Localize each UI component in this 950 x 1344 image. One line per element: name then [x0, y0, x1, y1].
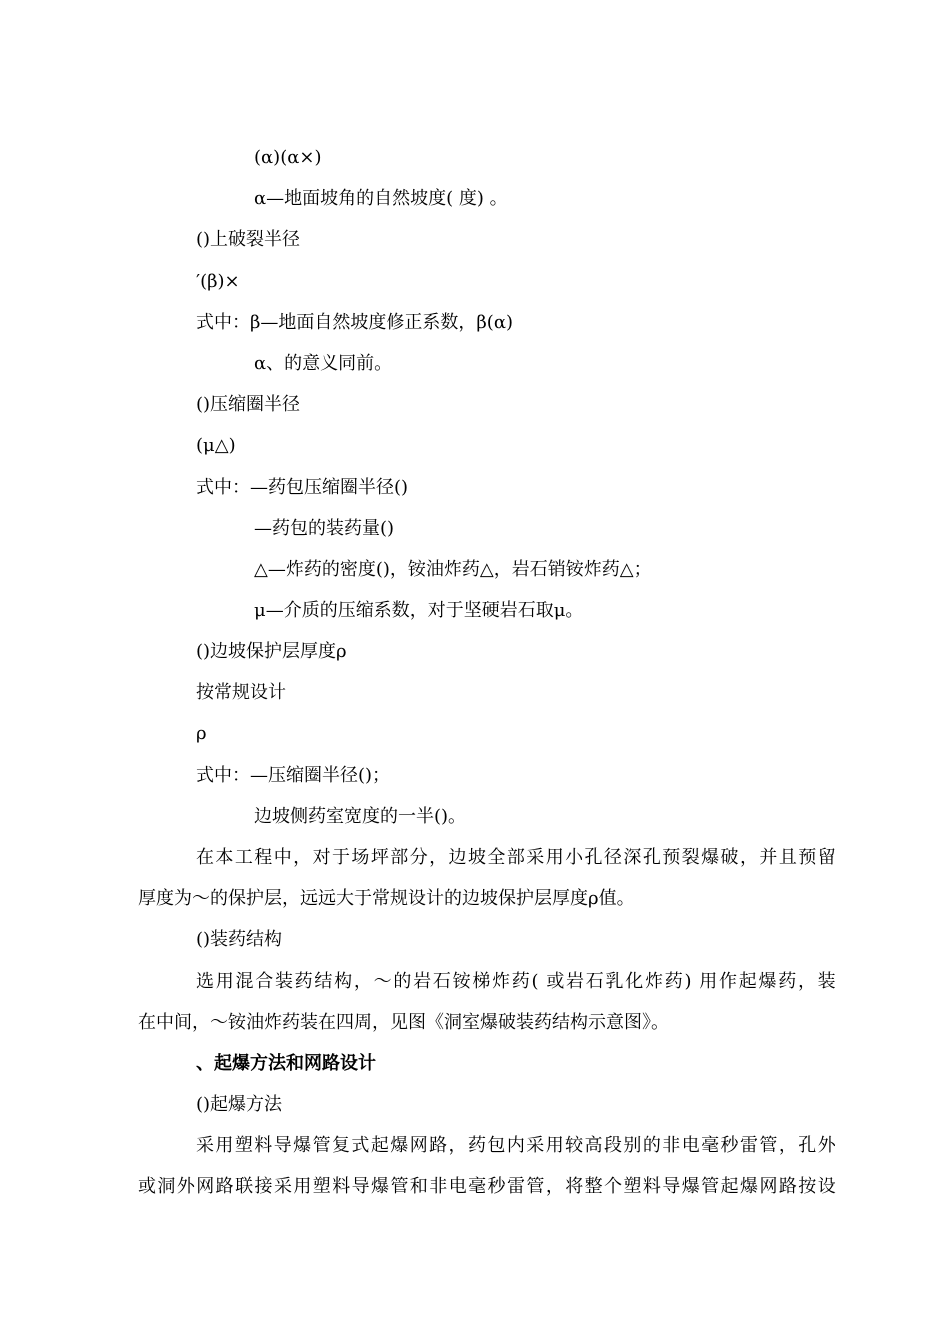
paragraph-line: 在本工程中，对于场坪部分，边坡全部采用小孔径深孔预裂爆破，并且预留 — [196, 847, 836, 868]
formula-line: ρ — [196, 723, 207, 744]
paragraph-line: 厚度为～的保护层，远远大于常规设计的边坡保护层厚度ρ值。 — [138, 888, 635, 909]
variable-definition: —药包的装药量() — [254, 518, 395, 539]
formula-explanation: 式中：—药包压缩圈半径() — [196, 477, 409, 498]
section-heading: ()上破裂半径 — [196, 229, 301, 250]
paragraph-line: 选用混合装药结构，～的岩石铵梯炸药( 或岩石乳化炸药) 用作起爆药，装 — [196, 971, 836, 992]
formula-line: (μ△) — [196, 435, 236, 456]
variable-definition: α—地面坡角的自然坡度( 度) 。 — [254, 188, 508, 209]
paragraph-line: 在中间，～铵油炸药装在四周，见图《洞室爆破装药结构示意图》。 — [138, 1012, 669, 1033]
section-heading: ()压缩圈半径 — [196, 394, 301, 415]
formula-explanation: 式中：β—地面自然坡度修正系数，β(α) — [196, 312, 514, 333]
paragraph-line: 采用塑料导爆管复式起爆网路，药包内采用较高段别的非电毫秒雷管，孔外 — [196, 1135, 836, 1156]
formula-line: ′(β)× — [196, 271, 240, 292]
section-heading: ()起爆方法 — [196, 1094, 283, 1115]
variable-definition: △—炸药的密度()，铵油炸药△，岩石销铵炸药△； — [254, 559, 652, 580]
section-heading: ()边坡保护层厚度ρ — [196, 641, 347, 662]
variable-definition: μ—介质的压缩系数，对于坚硬岩石取μ。 — [254, 600, 584, 621]
paragraph-line: 或洞外网路联接采用塑料导爆管和非电毫秒雷管，将整个塑料导爆管起爆网路按设 — [138, 1176, 836, 1197]
formula-line: (α)(α×) — [254, 147, 322, 168]
variable-definition: 边坡侧药室宽度的一半()。 — [254, 806, 467, 827]
section-heading: ()装药结构 — [196, 929, 283, 950]
section-heading: 、起爆方法和网路设计 — [196, 1053, 376, 1074]
formula-explanation: 式中：—压缩圈半径()； — [196, 765, 391, 786]
paragraph-line: 按常规设计 — [196, 682, 286, 703]
variable-definition: α、的意义同前。 — [254, 353, 393, 374]
